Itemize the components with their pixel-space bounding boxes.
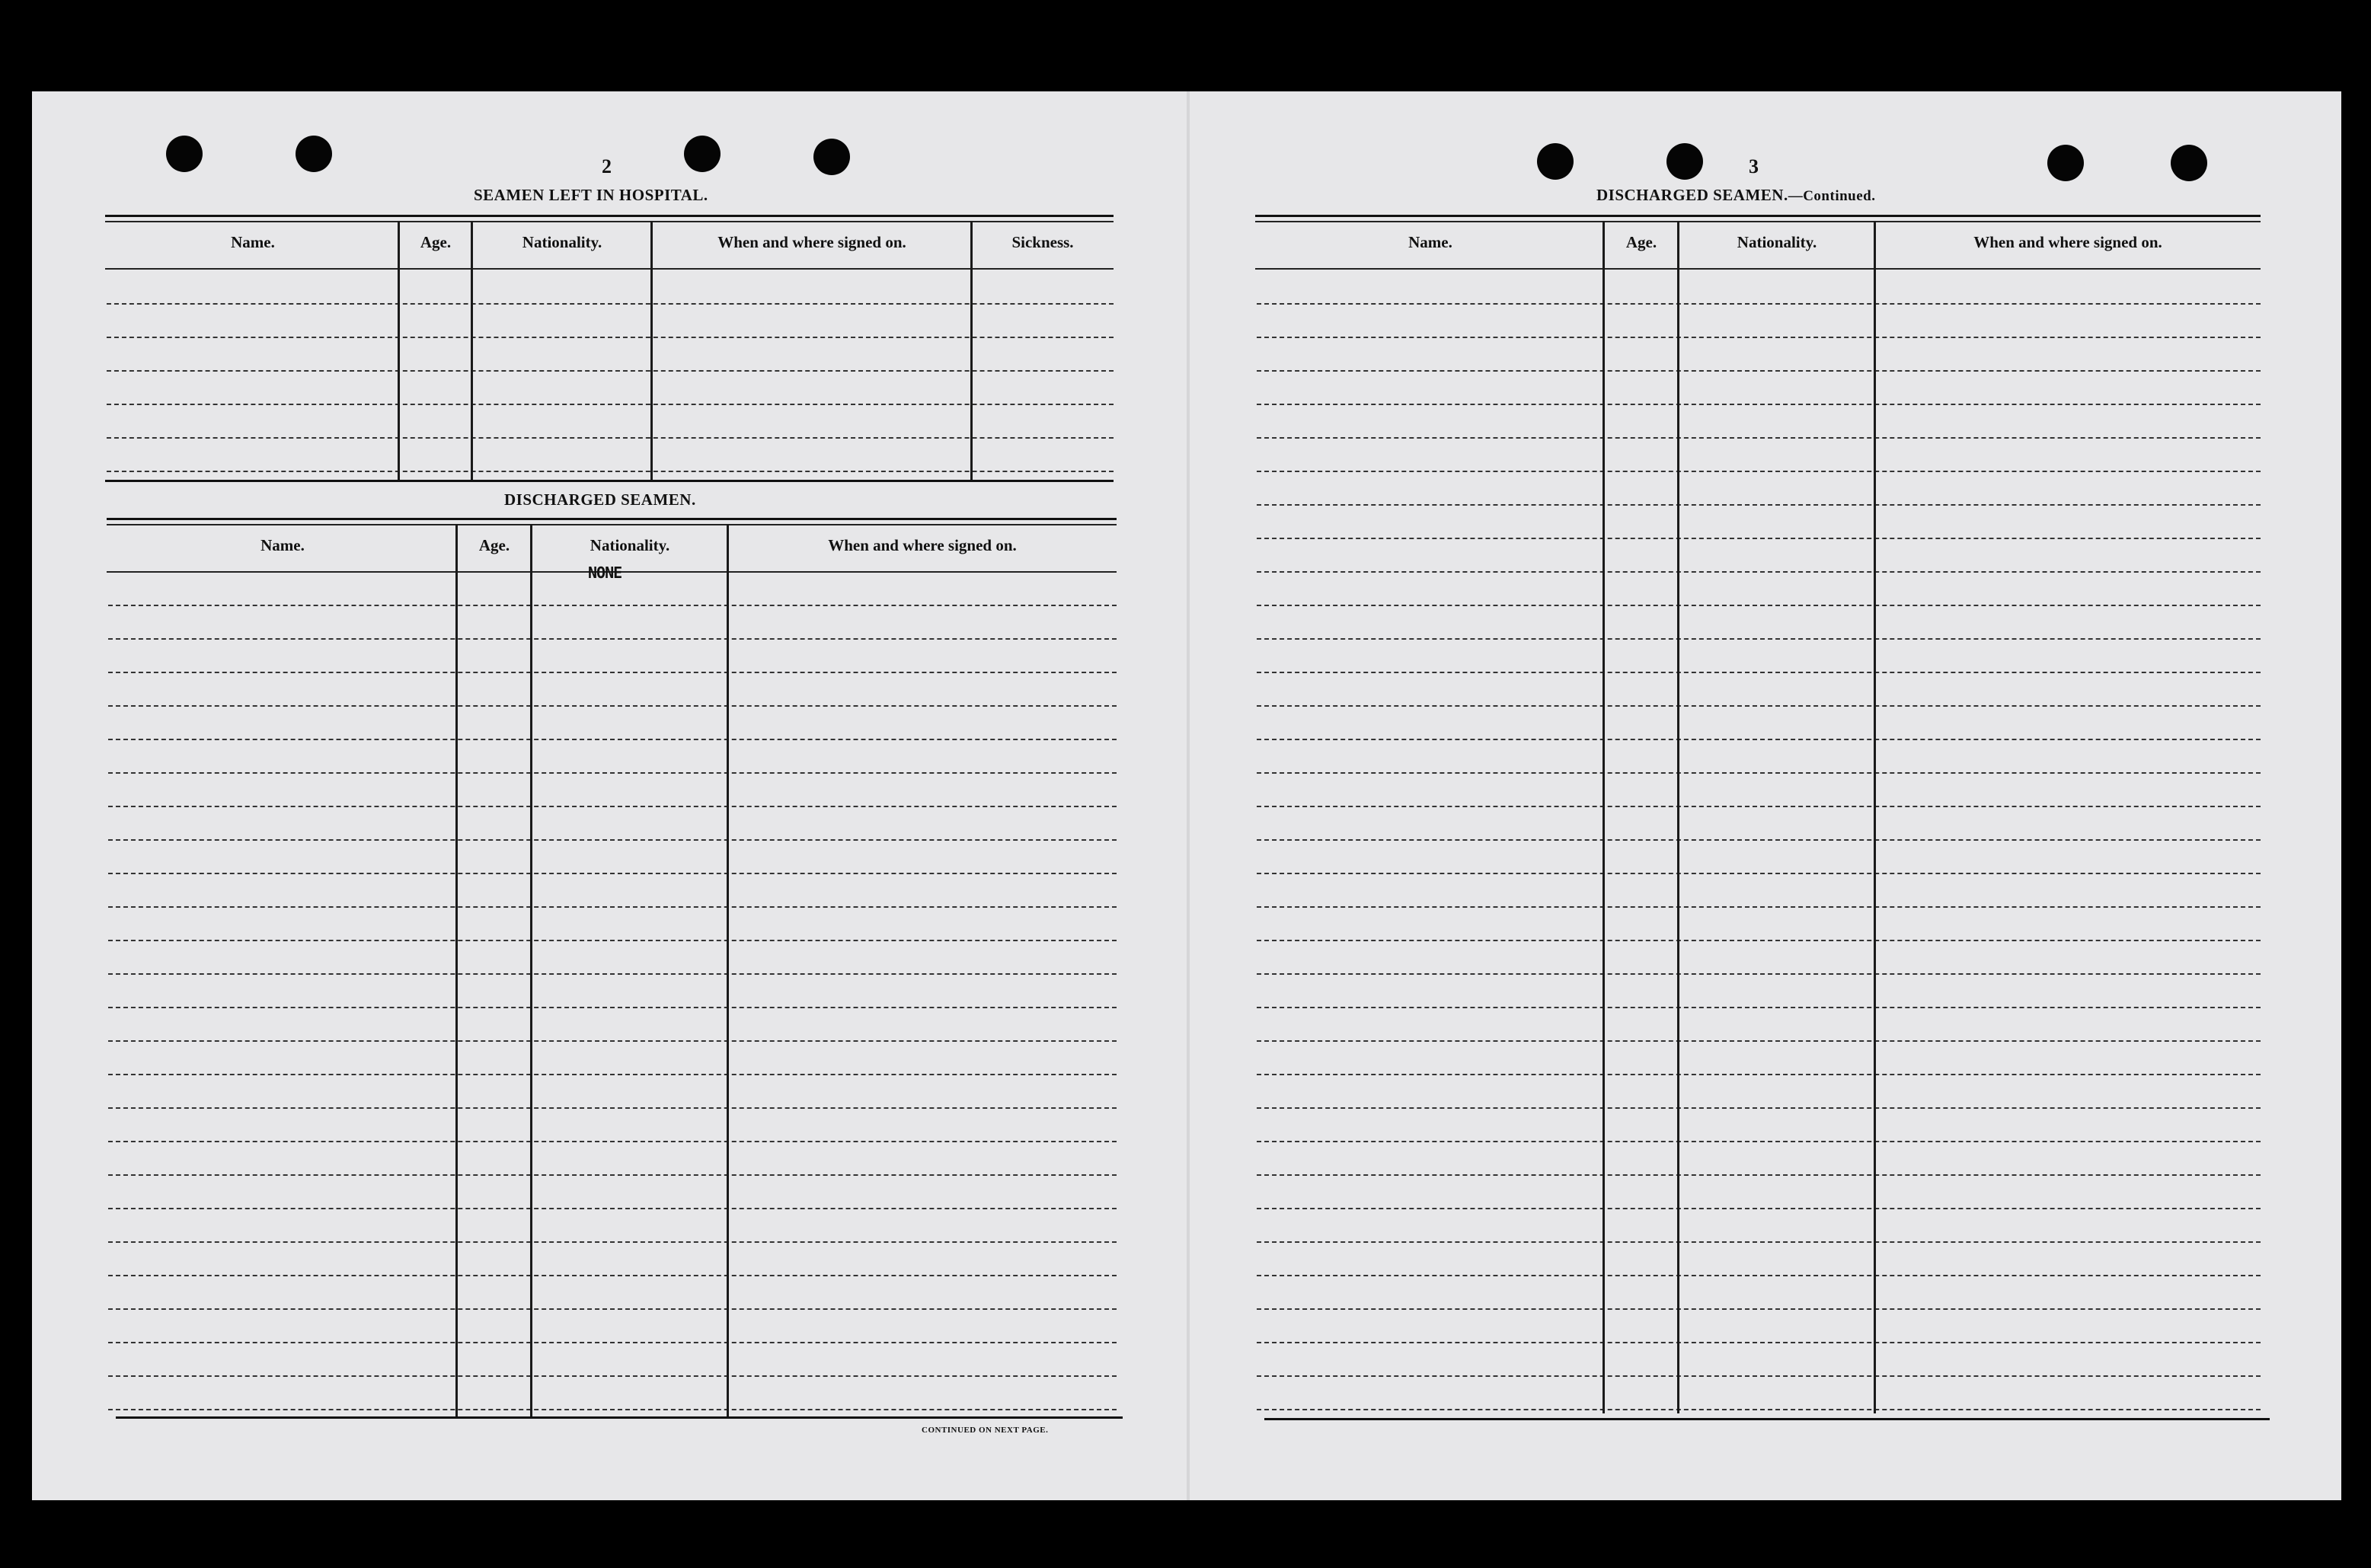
continued-suffix: —Continued. (1788, 188, 1876, 204)
ruled-line (1257, 1342, 2261, 1343)
ruled-line (108, 1308, 1117, 1310)
hospital-col-divider (970, 221, 973, 480)
ruled-line (1257, 504, 2261, 506)
ruled-line (108, 973, 1117, 975)
ruled-line (1257, 1409, 2261, 1410)
hospital-section-title: SEAMEN LEFT IN HOSPITAL. (474, 186, 708, 204)
discharged-table-top-rule-2 (107, 524, 1117, 525)
ruled-line (108, 739, 1117, 740)
punch-hole (1666, 143, 1703, 180)
ruled-line (107, 471, 1114, 472)
ruled-line (1257, 1308, 2261, 1310)
ruled-line (108, 1241, 1117, 1243)
ruled-line (108, 1040, 1117, 1042)
ruled-line (1257, 1141, 2261, 1142)
ruled-line (1257, 1040, 2261, 1042)
right-col-signed-on: When and where signed on. (1973, 233, 2162, 251)
discharged-continued-title-main: DISCHARGED SEAMEN. (1596, 186, 1788, 204)
right-col-name: Name. (1408, 233, 1452, 251)
ruled-line (1257, 806, 2261, 807)
hospital-col-name: Name. (231, 233, 275, 251)
ruled-line (108, 1074, 1117, 1075)
ruled-line (1257, 873, 2261, 874)
continued-footer: CONTINUED ON NEXT PAGE. (922, 1426, 1049, 1435)
ruled-line (1257, 1375, 2261, 1377)
ruled-line (108, 1141, 1117, 1142)
ruled-line (1257, 739, 2261, 740)
ruled-line (1257, 370, 2261, 372)
punch-hole (684, 136, 721, 172)
ruled-line (1257, 839, 2261, 841)
ruled-line (108, 940, 1117, 941)
ruled-line (108, 806, 1117, 807)
discharged-col-signed-on: When and where signed on. (828, 536, 1017, 554)
ruled-line (1257, 437, 2261, 439)
ruled-line (1257, 337, 2261, 338)
hospital-col-divider (471, 221, 473, 480)
discharged-section-title: DISCHARGED SEAMEN. (504, 490, 696, 509)
ruled-line (1257, 638, 2261, 640)
hospital-col-age: Age. (420, 233, 452, 251)
ruled-line (108, 1375, 1117, 1377)
ruled-line (107, 303, 1114, 305)
ruled-line (108, 605, 1117, 606)
ruled-line (108, 1409, 1117, 1410)
ruled-line (108, 672, 1117, 673)
ruled-line (108, 1007, 1117, 1008)
right-col-divider (1677, 221, 1679, 1413)
ruled-line (1257, 940, 2261, 941)
right-header-underline (1255, 268, 2261, 270)
discharged-col-name: Name. (260, 536, 305, 554)
discharged-col-divider (455, 524, 458, 1416)
page-number: 3 (1749, 155, 1759, 177)
hospital-col-divider (398, 221, 400, 480)
ruled-line (1257, 1275, 2261, 1276)
ruled-line (1257, 1074, 2261, 1075)
right-col-age: Age. (1625, 233, 1657, 251)
right-col-divider (1603, 221, 1605, 1413)
punch-hole (2047, 145, 2084, 181)
ruled-line (1257, 303, 2261, 305)
discharged-col-age: Age. (478, 536, 510, 554)
ruled-line (108, 705, 1117, 707)
ruled-line (108, 1342, 1117, 1343)
punch-hole (2171, 145, 2207, 181)
hospital-col-nationality: Nationality. (522, 233, 602, 251)
ruled-line (1257, 571, 2261, 573)
ruled-line (1257, 1208, 2261, 1209)
hospital-table-top-rule-2 (105, 221, 1114, 222)
ruled-line (108, 1275, 1117, 1276)
right-col-divider (1874, 221, 1876, 1413)
ruled-line (1257, 605, 2261, 606)
page-number: 2 (602, 155, 612, 177)
right-table-bottom-rule (1264, 1418, 2270, 1420)
ruled-line (107, 337, 1114, 338)
discharged-table-bottom-rule (116, 1416, 1123, 1419)
right-table-top-rule-2 (1255, 221, 2261, 222)
ruled-line (1257, 1241, 2261, 1243)
discharged-col-divider (727, 524, 729, 1416)
discharged-col-nationality: Nationality. (590, 536, 670, 554)
right-table-top-rule (1255, 215, 2261, 217)
ruled-line (1257, 471, 2261, 472)
ruled-line (1257, 1107, 2261, 1109)
discharged-continued-title (1596, 186, 1875, 205)
punch-hole (296, 136, 332, 172)
none-stamp: NONE (588, 564, 622, 582)
hospital-col-signed-on: When and where signed on. (717, 233, 906, 251)
hospital-header-underline (105, 268, 1114, 270)
hospital-table-bottom-rule (105, 480, 1114, 482)
ruled-line (108, 772, 1117, 774)
punch-hole (166, 136, 203, 172)
ruled-line (108, 1107, 1117, 1109)
right-col-nationality: Nationality. (1737, 233, 1817, 251)
ruled-line (107, 437, 1114, 439)
ruled-line (108, 839, 1117, 841)
page-fold (1187, 91, 1190, 1500)
ruled-line (108, 1208, 1117, 1209)
punch-hole (813, 139, 850, 175)
ruled-line (1257, 973, 2261, 975)
ruled-line (1257, 1007, 2261, 1008)
hospital-col-sickness: Sickness. (1011, 233, 1074, 251)
ruled-line (1257, 705, 2261, 707)
ruled-line (108, 906, 1117, 908)
ruled-line (1257, 772, 2261, 774)
ruled-line (1257, 538, 2261, 539)
ruled-line (108, 1174, 1117, 1176)
ruled-line (1257, 404, 2261, 405)
discharged-table-top-rule (107, 518, 1117, 520)
ruled-line (107, 370, 1114, 372)
ruled-line (1257, 672, 2261, 673)
punch-hole (1537, 143, 1574, 180)
ruled-line (108, 638, 1117, 640)
hospital-table-top-rule (105, 215, 1114, 217)
ruled-line (1257, 906, 2261, 908)
ruled-line (108, 873, 1117, 874)
ruled-line (107, 404, 1114, 405)
ruled-line (1257, 1174, 2261, 1176)
discharged-col-divider (530, 524, 532, 1416)
hospital-col-divider (650, 221, 653, 480)
